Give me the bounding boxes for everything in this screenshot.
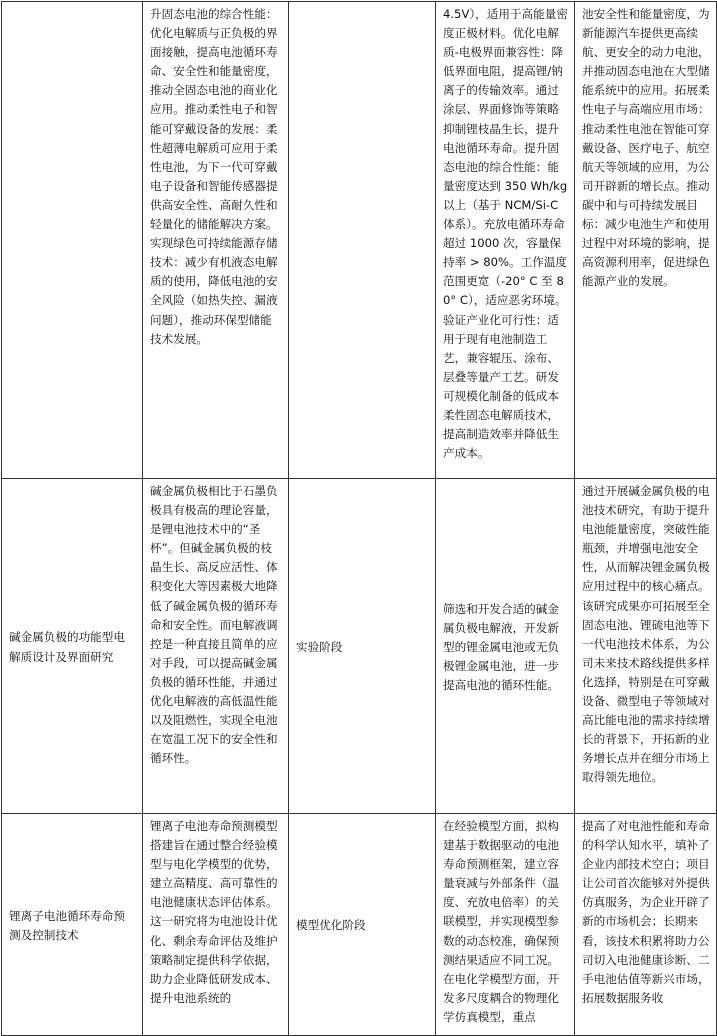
project-name-cell: 碱金属负极的功能型电解质设计及界面研究: [2, 479, 143, 814]
project-background-cell: 升固态电池的综合性能：优化电解质与正负极的界面接触，提高电池循环寿命、安全性和能量密度，推动全固态电池的商业化应用。推动柔性电子和智能可穿戴设备的发展：柔性超薄电解质可应用于柔性电池，为下一代可穿戴电子设备和智能传感器提供高安全性、高耐久性和轻量化的储能解决方案。实现绿色可持续能源存储技术：减少有机液态电解质的使用，降低电池的安全风险（如热失控、漏液问题），推动环保型储能技术发展。: [143, 2, 289, 479]
project-background-cell: 碱金属负极相比于石墨负极具有极高的理论容量，是锂电池技术中的“圣杯”。但碱金属负极的枝晶生长、高反应活性、体积变化大等因素极大地降低了碱金属负极的循环寿命和安全性。而电解液调控是一种直接且简单的应对手段，可以提高碱金属负极的循环性能，并通过优化电解液的高低温性能以及阻燃性，实现全电池在宽温工况下的安全性和循环性。: [143, 479, 289, 814]
table-row: [2, 2, 717, 479]
project-impact-cell: 提高了对电池性能和寿命的科学认知水平，填补了企业内部技术空白；项目让公司首次能够对外提供仿真服务，为企业开辟了新的市场机会；长期来看，该技术积累将助力公司切入电池健康诊断、二手电池估值等新兴市场，拓展数据服务收: [575, 814, 717, 1036]
project-impact-cell: 通过开展碱金属负极的电池技术研究，有助于提升电池能量密度，突破性能瓶颈，并增强电池安全性，从而解决锂金属负极应用过程中的核心痛点。该研究成果亦可拓展至全固态电池、锂硫电池等下一代电池技术体系，为公司未来技术路线提供多样化选择，特别是在可穿戴设备、微型电子等领域对高比能电池的需求持续增长的背景下，开拓新的业务增长点并在细分市场上取得领先地位。: [575, 479, 717, 814]
project-name-cell: [2, 2, 143, 479]
project-background-cell: 锂离子电池寿命预测模型搭建旨在通过整合经验模型与电化学模型的优势，建立高精度、高可靠性的电池健康状态评估体系。这一研究将为电池设计优化、剩余寿命评估及维护策略制定提供科学依据，助力企业降低研发成本、提升电池系统的: [143, 814, 289, 1036]
project-goal-cell: 在经验模型方面，拟构建基于数据驱动的电池寿命预测框架，建立容量衰减与外部条件（温度、充放电倍率）的关联模型，并实现模型参数的动态校准，确保预测结果适应不同工况。在电化学模型方面，开发多尺度耦合的物理化学仿真模型，重点: [436, 814, 575, 1036]
project-goal-cell: 筛选和开发合适的碱金属负极电解液，开发新型的锂金属电池或无负极锂金属电池，进一步提高电池的循环性能。: [436, 479, 575, 814]
project-stage-cell: [289, 2, 436, 479]
project-table: [1, 1, 717, 1036]
project-stage-cell: 实验阶段: [289, 479, 436, 814]
project-goal-cell: 4.5V），适用于高能量密度正极材料。优化电解质-电极界面兼容性：降低界面电阻，提高锂/钠离子的传输效率。通过涂层、界面修饰等策略抑制锂枝晶生长，提升电池循环寿命。提升固态电池的综合性能：能量密度达到 350 Wh/kg 以上（基于 NCM/Si-C 体系）。充放电循环寿命超过 1000 次，容量保持率 > 80%。工作温度范围更宽（-20° C 至 80° C），适应恶劣环境。验证产业化可行性：适用于现有电池制造工艺，兼容辊压、涂布、层叠等量产工艺。研发可规模化制备的低成本柔性固态电解质技术，提高制造效率并降低生产成本。: [436, 2, 575, 479]
table-row: [2, 814, 717, 1036]
table-row: [2, 479, 717, 814]
project-stage-cell: 模型优化阶段: [289, 814, 436, 1036]
project-name-cell: 锂离子电池循环寿命预测及控制技术: [2, 814, 143, 1036]
project-impact-cell: 池安全性和能量密度，为新能源汽车提供更高续航、更安全的动力电池，并推动固态电池在大型储能系统中的应用。拓展柔性电子与高端应用市场：推动柔性电池在智能可穿戴设备、医疗电子、航空航天等领域的应用，为公司开辟新的增长点。推动碳中和与可持续发展目标：减少电池生产和使用过程中对环境的影响，提高资源利用率，促进绿色能源产业的发展。: [575, 2, 717, 479]
